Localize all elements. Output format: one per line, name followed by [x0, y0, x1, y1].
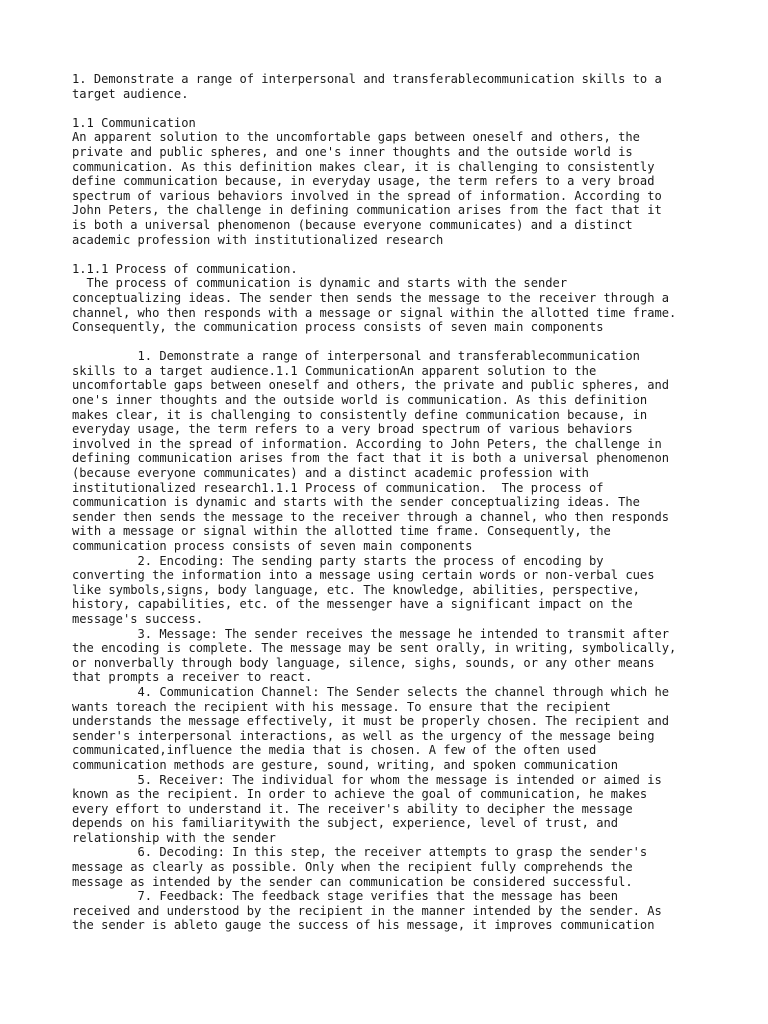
text-line: An apparent solution to the uncomfortable gaps between oneself and others, the: [72, 130, 640, 145]
text-line: spectrum of various behaviors involved in the spread of information. According to: [72, 188, 662, 203]
text-line: is both a universal phenomenon (because everyone communicates) and a distinct: [72, 217, 633, 232]
text-line: converting the information into a message using certain words or non-verbal cues: [72, 568, 655, 583]
text-line: message as intended by the sender can communication be considered successful.: [72, 874, 633, 889]
text-line: define communication because, in everyday usage, the term refers to a very broad: [72, 174, 655, 189]
text-line: 1. Demonstrate a range of interpersonal and transferablecommunication skills to a: [72, 72, 662, 86]
text-line: wants toreach the recipient with his message. To ensure that the recipient: [72, 699, 611, 714]
text-line: relationship with the sender: [72, 830, 276, 845]
text-line: the encoding is complete. The message may be sent orally, in writing, symbolically,: [72, 641, 677, 656]
text-line: or nonverbally through body language, silence, sighs, sounds, or any other means: [72, 655, 655, 670]
text-line: that prompts a receiver to react.: [72, 670, 313, 685]
text-line: 1. Demonstrate a range of interpersonal and transferablecommunication: [72, 349, 640, 364]
blank-line: [72, 335, 712, 350]
text-line: 4. Communication Channel: The Sender selects the channel through which he: [72, 684, 670, 699]
document-page: [72, 72, 712, 933]
text-line: channel, who then responds with a message or signal within the allotted time frame.: [72, 305, 677, 320]
text-line: 5. Receiver: The individual for whom the message is intended or aimed is: [72, 772, 662, 787]
text-line: Consequently, the communication process consists of seven main components: [72, 320, 604, 335]
text-line: (because everyone communicates) and a distinct academic profession with: [72, 466, 589, 481]
text-line: institutionalized research1.1.1 Process of communication. The process of: [72, 480, 604, 495]
text-line: makes clear, it is challenging to consistently define communication because, in: [72, 407, 648, 422]
text-line: the sender is ableto gauge the success of his message, it improves communication: [72, 918, 655, 933]
text-line: history, capabilities, etc. of the messenger have a significant impact on the: [72, 597, 633, 612]
text-line: conceptualizing ideas. The sender then sends the message to the receiver through a: [72, 290, 670, 305]
text-line: 1.1.1 Process of communication.: [72, 261, 298, 276]
text-line: message's success.: [72, 611, 204, 626]
text-line: The process of communication is dynamic and starts with the sender: [72, 276, 568, 291]
text-line: sender then sends the message to the receiver through a channel, who then responds: [72, 509, 670, 524]
text-line: 7. Feedback: The feedback stage verifies that the message has been: [72, 889, 619, 904]
text-line: defining communication arises from the fact that it is both a universal phenomenon: [72, 451, 670, 466]
text-line: target audience.: [72, 86, 189, 101]
text-line: communication process consists of seven main components: [72, 539, 473, 553]
text-line: understands the message effectively, it must be properly chosen. The recipient and: [72, 714, 670, 729]
text-line: message as clearly as possible. Only when the recipient fully comprehends the: [72, 860, 633, 875]
blank-line: [72, 247, 712, 262]
text-line: communicated,influence the media that is chosen. A few of the often used: [72, 743, 597, 758]
text-line: academic profession with institutionalized research: [72, 232, 444, 247]
text-line: sender's interpersonal interactions, as well as the urgency of the message being: [72, 728, 655, 743]
text-line: 1.1 Communication: [72, 115, 196, 130]
text-line: uncomfortable gaps between oneself and others, the private and public spheres, and: [72, 378, 670, 393]
text-line: known as the recipient. In order to achieve the goal of communication, he makes: [72, 787, 648, 802]
text-line: 2. Encoding: The sending party starts the process of encoding by: [72, 553, 604, 568]
text-line: depends on his familiaritywith the subject, experience, level of trust, and: [72, 816, 619, 831]
text-line: with a message or signal within the allotted time frame. Consequently, the: [72, 524, 611, 539]
text-line: John Peters, the challenge in defining communication arises from the fact that it: [72, 203, 662, 218]
text-line: 3. Message: The sender receives the message he intended to transmit after: [72, 626, 670, 641]
text-line: like symbols,signs, body language, etc. The knowledge, abilities, perspective,: [72, 582, 640, 597]
text-line: skills to a target audience.1.1 CommunicationAn apparent solution to the: [72, 363, 597, 378]
text-line: every effort to understand it. The receiver's ability to decipher the message: [72, 801, 633, 816]
text-line: communication methods are gesture, sound, writing, and spoken communication: [72, 757, 619, 772]
text-line: 6. Decoding: In this step, the receiver attempts to grasp the sender's: [72, 845, 648, 860]
blank-line: [72, 101, 712, 116]
text-line: communication is dynamic and starts with the sender conceptualizing ideas. The: [72, 495, 640, 510]
text-line: received and understood by the recipient in the manner intended by the sender. As: [72, 903, 662, 918]
text-line: private and public spheres, and one's inner thoughts and the outside world is: [72, 144, 633, 159]
text-line: involved in the spread of information. According to John Peters, the challenge in: [72, 436, 662, 451]
text-line: one's inner thoughts and the outside world is communication. As this definition: [72, 393, 648, 408]
text-line: communication. As this definition makes clear, it is challenging to consistently: [72, 159, 655, 174]
text-line: everyday usage, the term refers to a very broad spectrum of various behaviors: [72, 422, 633, 437]
